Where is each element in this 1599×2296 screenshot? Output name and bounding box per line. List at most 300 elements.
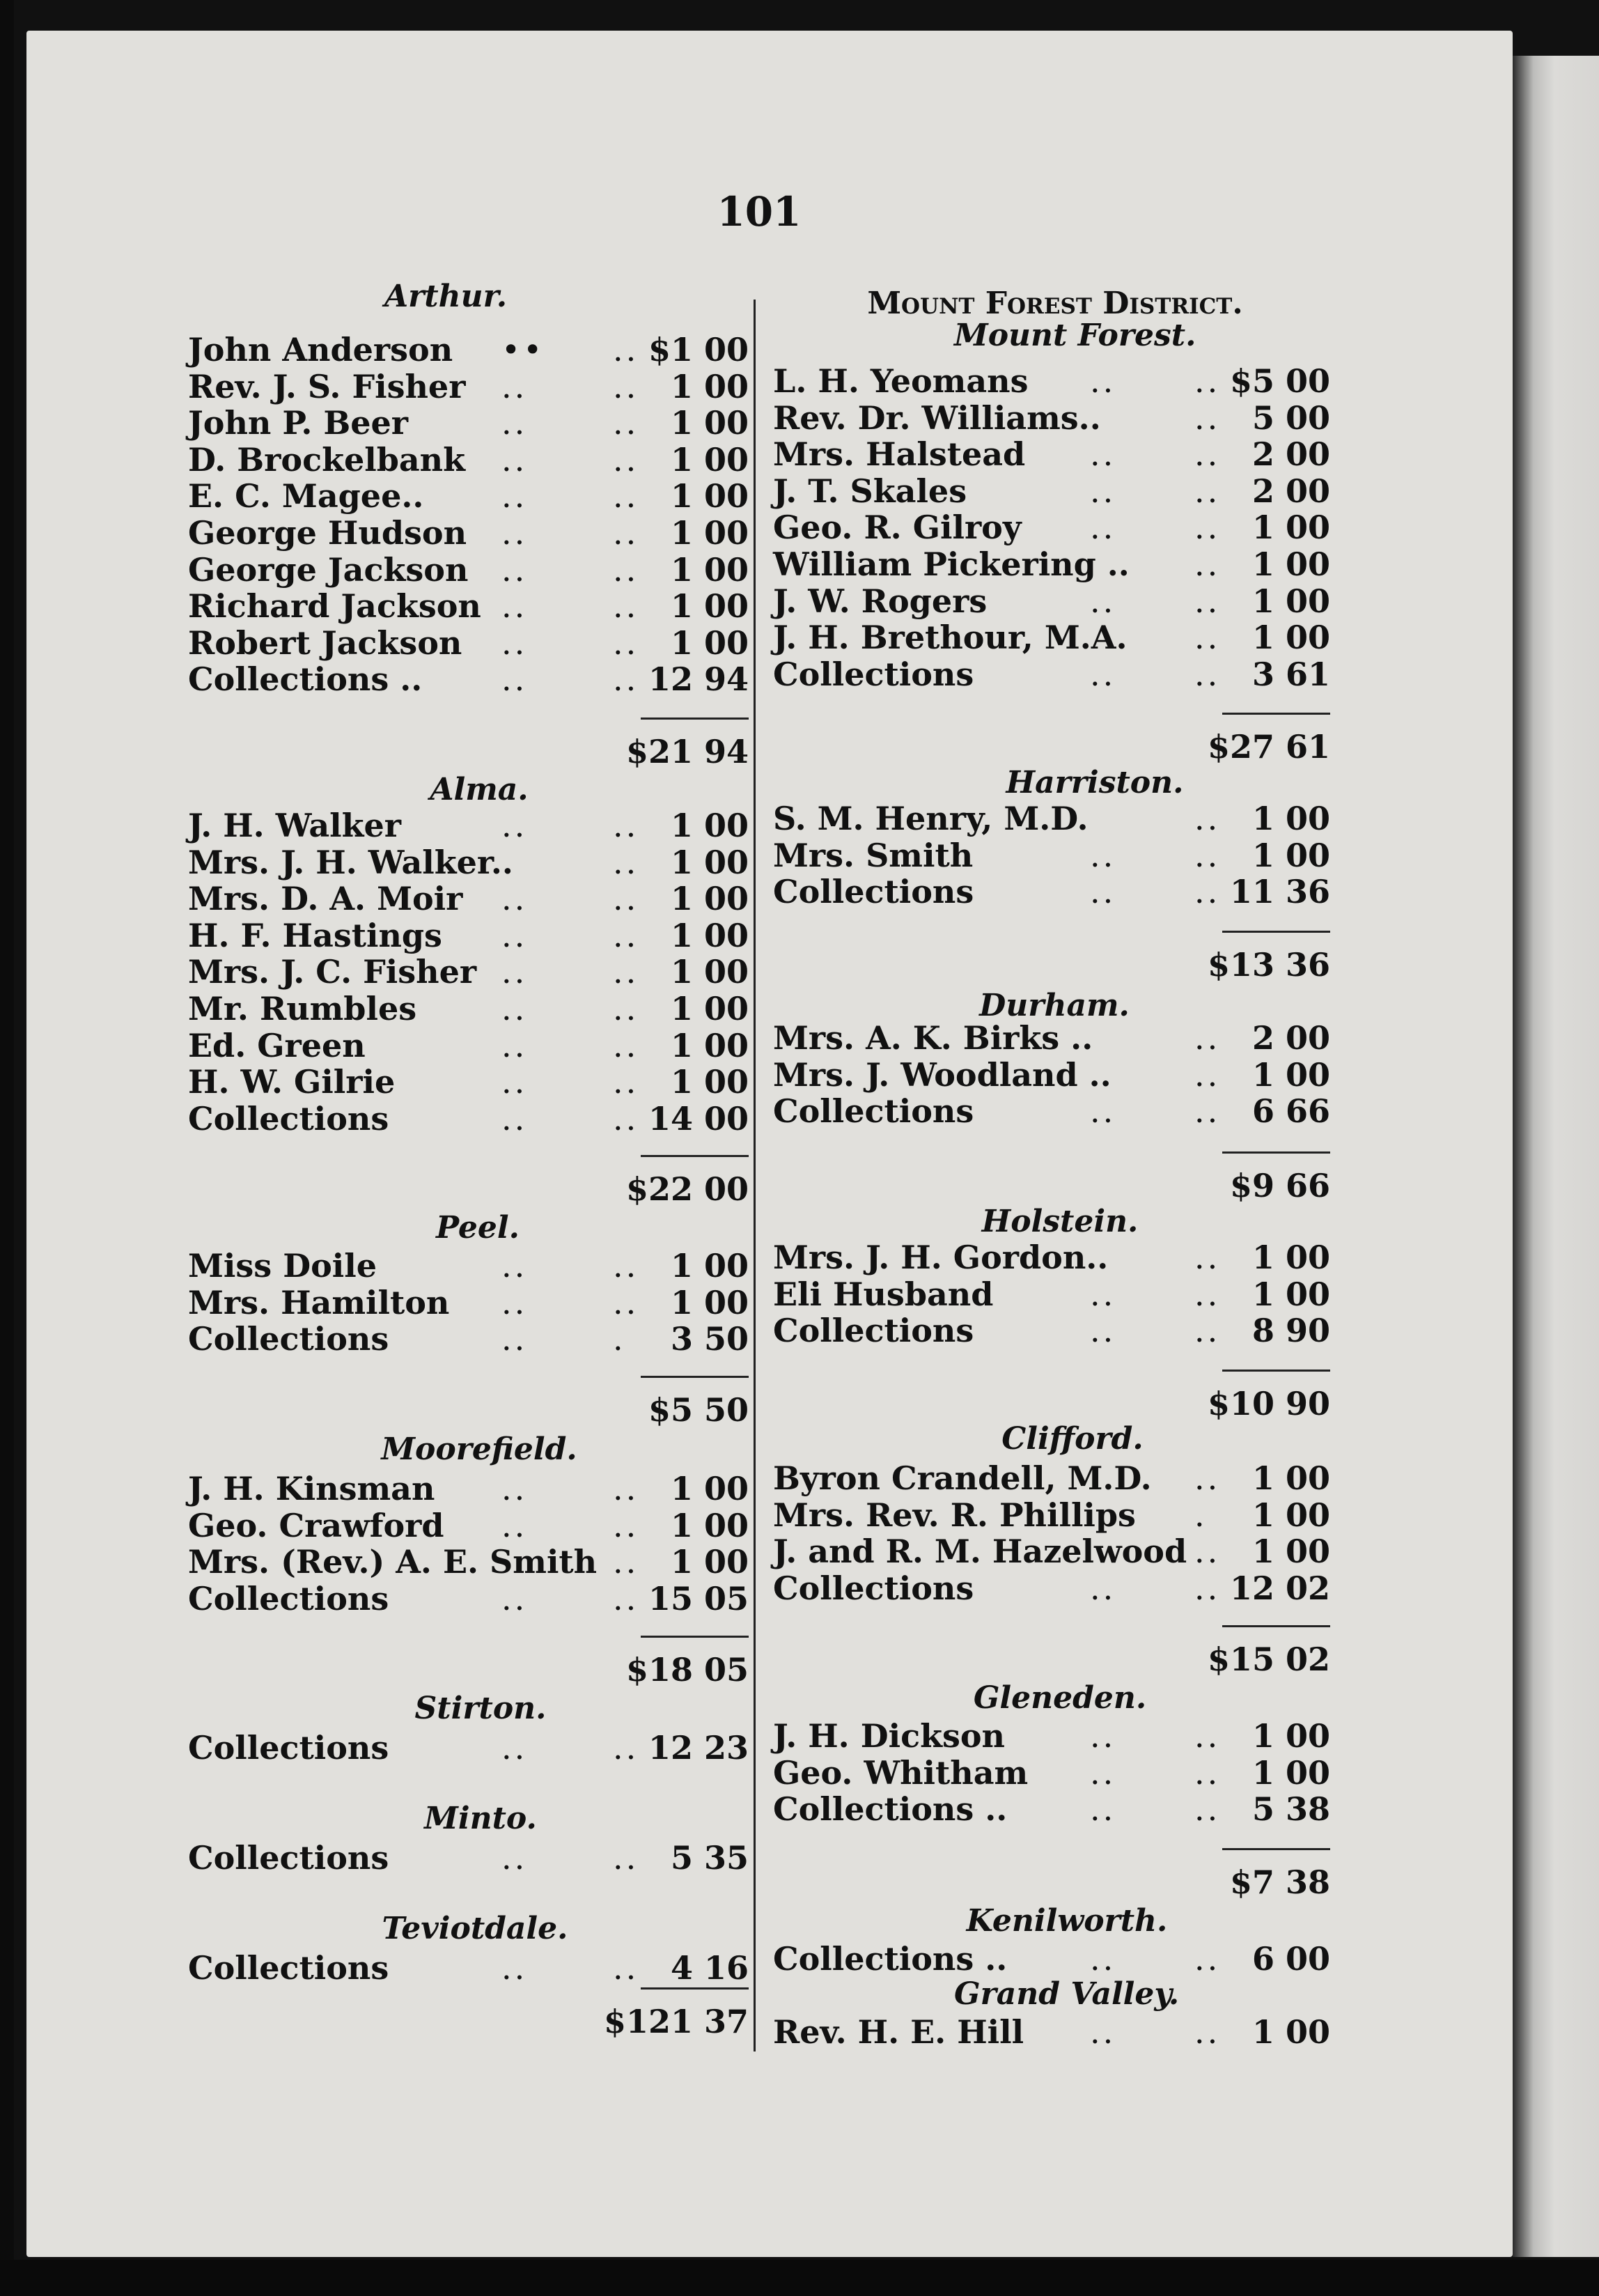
donor-name: Collections — [188, 1729, 389, 1767]
leader-dots: .. — [1194, 1940, 1221, 1978]
donation-amount: 1 00 — [670, 843, 749, 881]
donation-amount: 1 00 — [1251, 509, 1330, 547]
donation-amount: 5 35 — [670, 1839, 749, 1877]
leader-dots: .. — [613, 514, 639, 552]
total-rule — [641, 1636, 749, 1638]
section-total: $5 50 — [648, 1391, 749, 1429]
leader-dots: .. — [1090, 1753, 1116, 1792]
section-total: $7 38 — [1229, 1863, 1330, 1901]
leader-dots: .. — [1090, 362, 1116, 400]
leader-dots: .. — [501, 1506, 528, 1544]
donation-amount: 1 00 — [1251, 1496, 1330, 1534]
donor-row — [773, 1019, 1330, 1055]
donor-row — [188, 1320, 749, 1356]
donor-name: J. H. Walker — [188, 807, 402, 844]
donor-row — [773, 582, 1330, 619]
leader-dots: .. — [1090, 1717, 1116, 1755]
leader-dots: .. — [613, 807, 639, 844]
leader-dots: .. — [501, 916, 528, 954]
donor-name: Collections — [188, 1579, 389, 1618]
leader-dots: .. — [1090, 836, 1116, 874]
donation-amount: 1 00 — [670, 440, 749, 479]
donation-amount: 1 00 — [1251, 545, 1330, 583]
donation-amount: 1 00 — [670, 807, 749, 844]
donation-amount: 4 16 — [670, 1949, 749, 1987]
donor-name: Mrs. A. K. Birks .. — [773, 1019, 1093, 1057]
section-heading: Kenilworth. — [966, 1903, 1168, 1939]
district-heading: Mount Forest District. — [867, 286, 1243, 321]
donor-name: Rev. J. S. Fisher — [188, 367, 466, 405]
donation-amount: 2 00 — [1251, 435, 1330, 474]
donor-name: Mrs. Hamilton — [188, 1283, 450, 1321]
leader-dots: .. — [1194, 1569, 1221, 1607]
donation-amount: 3 50 — [670, 1320, 749, 1358]
donor-name: William Pickering .. — [773, 545, 1130, 583]
donor-name: Collections — [188, 1099, 389, 1138]
leader-dots: .. — [501, 1949, 528, 1987]
section-total: $13 36 — [1207, 946, 1330, 984]
leader-dots: .. — [501, 1470, 528, 1507]
leader-dots: .. — [1194, 1275, 1221, 1313]
donor-row — [773, 1312, 1330, 1348]
leader-dots: .. — [501, 1729, 528, 1767]
donation-amount: 1 00 — [670, 880, 749, 918]
donation-amount: 11 36 — [1229, 873, 1330, 911]
section-total: $21 94 — [625, 733, 749, 770]
leader-dots: .. — [1194, 619, 1221, 657]
donation-amount: 1 00 — [1251, 582, 1330, 620]
section-heading: Moorefield. — [381, 1432, 577, 1467]
donor-name: Mr. Rumbles — [188, 990, 417, 1027]
donor-name: J. H. Brethour, M.A. — [773, 619, 1128, 657]
donor-name: Collections .. — [188, 660, 423, 699]
donation-amount: 1 00 — [670, 990, 749, 1027]
donor-name: J. T. Skales — [773, 472, 967, 510]
donation-amount: 15 05 — [648, 1579, 749, 1618]
donation-amount: 1 00 — [1251, 1239, 1330, 1276]
section-heading: Clifford. — [1001, 1421, 1144, 1457]
donation-amount: 5 38 — [1251, 1790, 1330, 1829]
section-heading: Peel. — [436, 1210, 520, 1246]
leader-dots: .. — [613, 1579, 639, 1618]
donation-amount: 6 00 — [1251, 1940, 1330, 1978]
donor-name: Mrs. J. C. Fisher — [188, 953, 477, 991]
donation-amount: 1 00 — [670, 953, 749, 991]
donor-name: John P. Beer — [188, 404, 409, 442]
leader-dots: .. — [1194, 545, 1221, 583]
leader-dots: .. — [1194, 1459, 1221, 1497]
leader-dots: .. — [1194, 1055, 1221, 1094]
section-heading: Teviotdale. — [382, 1911, 568, 1946]
donor-name: Geo. R. Gilroy — [773, 509, 1022, 547]
donor-name: Rev. H. E. Hill — [773, 2013, 1024, 2051]
donor-name: J. H. Kinsman — [188, 1470, 435, 1507]
donor-name: J. H. Dickson — [773, 1717, 1005, 1755]
donor-name: Collections .. — [773, 1940, 1008, 1978]
donor-row — [188, 1027, 749, 1063]
leader-dots: .. — [613, 1543, 639, 1581]
leader-dots: .. — [1090, 435, 1116, 474]
donor-row — [188, 1507, 749, 1543]
leader-dots: .. — [501, 550, 528, 589]
leader-dots: .. — [501, 404, 528, 442]
leader-dots: .. — [613, 990, 639, 1027]
total-rule — [641, 718, 749, 720]
donor-name: Richard Jackson — [188, 587, 481, 626]
leader-dots: .. — [1090, 472, 1116, 510]
donor-row — [188, 514, 749, 550]
donation-amount: $5 00 — [1229, 362, 1330, 400]
total-rule — [1222, 931, 1330, 933]
donation-amount: 1 00 — [1251, 1055, 1330, 1094]
leader-dots: . — [1194, 1496, 1208, 1534]
donation-amount: 12 02 — [1229, 1569, 1330, 1607]
donation-amount: 1 00 — [670, 916, 749, 954]
leader-dots: •• — [501, 331, 545, 369]
donor-name: Mrs. J. H. Gordon.. — [773, 1239, 1109, 1276]
column-divider — [754, 300, 756, 2051]
leader-dots: .. — [1194, 472, 1221, 510]
leader-dots: .. — [1090, 1092, 1116, 1131]
donor-name: Collections — [773, 1312, 974, 1350]
donor-row — [773, 1940, 1330, 1976]
donation-amount: 12 23 — [648, 1729, 749, 1767]
donor-row — [188, 1949, 749, 1985]
leader-dots: .. — [1090, 509, 1116, 547]
donor-name: Collections — [773, 873, 974, 911]
leader-dots: .. — [613, 550, 639, 589]
leader-dots: .. — [613, 953, 639, 991]
donation-amount: 1 00 — [1251, 1533, 1330, 1571]
leader-dots: .. — [501, 1247, 528, 1285]
donor-row — [188, 953, 749, 989]
leader-dots: .. — [501, 990, 528, 1027]
leader-dots: .. — [1194, 873, 1221, 911]
leader-dots: .. — [1194, 509, 1221, 547]
donor-row — [188, 1247, 749, 1283]
donor-row — [773, 1790, 1330, 1829]
leader-dots: .. — [1194, 1019, 1221, 1057]
leader-dots: .. — [1194, 1790, 1221, 1829]
leader-dots: .. — [613, 880, 639, 918]
leader-dots: .. — [1090, 1790, 1116, 1829]
leader-dots: .. — [1194, 2013, 1221, 2051]
scan-bottom-edge — [0, 2260, 1599, 2296]
total-rule — [1222, 1151, 1330, 1154]
leader-dots: .. — [613, 331, 639, 369]
donation-amount: 1 00 — [670, 1470, 749, 1507]
donor-name: John Anderson — [188, 331, 453, 369]
donor-name: Byron Crandell, M.D. — [773, 1459, 1152, 1497]
total-rule — [1222, 1625, 1330, 1627]
donor-name: D. Brockelbank — [188, 440, 465, 479]
leader-dots: .. — [613, 404, 639, 442]
donor-name: Collections .. — [773, 1790, 1008, 1829]
leader-dots: .. — [1194, 800, 1221, 837]
leader-dots: .. — [613, 1949, 639, 1987]
donor-name: Geo. Crawford — [188, 1506, 444, 1544]
total-rule — [1222, 1848, 1330, 1850]
donor-name: George Hudson — [188, 514, 467, 552]
leader-dots: .. — [501, 953, 528, 991]
donor-row — [773, 1569, 1330, 1606]
donation-amount: 1 00 — [670, 1247, 749, 1285]
total-rule — [1222, 713, 1330, 715]
donation-amount: 1 00 — [670, 404, 749, 442]
leader-dots: .. — [613, 1283, 639, 1321]
leader-dots: .. — [501, 1283, 528, 1321]
donor-row — [188, 441, 749, 477]
leader-dots: .. — [613, 916, 639, 954]
leader-dots: .. — [1090, 1569, 1116, 1607]
donor-row — [773, 837, 1330, 873]
leader-dots: .. — [613, 1026, 639, 1064]
section-heading: Holstein. — [981, 1204, 1139, 1239]
donor-row — [773, 800, 1330, 836]
donor-row — [773, 1754, 1330, 1790]
total-rule — [1222, 1370, 1330, 1372]
donor-name: Ed. Green — [188, 1026, 366, 1064]
leader-dots: .. — [501, 660, 528, 699]
donor-name: Collections — [773, 1092, 974, 1131]
total-rule — [641, 1987, 749, 1989]
donor-row — [773, 1496, 1330, 1533]
donation-amount: 1 00 — [670, 1543, 749, 1581]
donor-row — [773, 656, 1330, 692]
leader-dots: .. — [613, 1063, 639, 1101]
section-total: $27 61 — [1207, 728, 1330, 766]
leader-dots: .. — [501, 1099, 528, 1138]
leader-dots: .. — [1090, 582, 1116, 620]
leader-dots: .. — [501, 1026, 528, 1064]
leader-dots: .. — [1194, 655, 1221, 693]
donation-amount: 6 66 — [1251, 1092, 1330, 1131]
donor-name: Mrs. Rev. R. Phillips — [773, 1496, 1136, 1534]
donor-name: Mrs. Halstead — [773, 435, 1026, 474]
donor-name: Geo. Whitham — [773, 1753, 1029, 1792]
leader-dots: .. — [613, 587, 639, 626]
donation-amount: 1 00 — [670, 514, 749, 552]
leader-dots: .. — [1090, 655, 1116, 693]
donor-row — [773, 1717, 1330, 1753]
donor-row — [188, 1100, 749, 1136]
donation-amount: 1 00 — [1251, 1459, 1330, 1497]
donation-amount: 1 00 — [1251, 1717, 1330, 1755]
leader-dots: . — [613, 1320, 626, 1358]
donor-row — [188, 404, 749, 440]
leader-dots: .. — [613, 1729, 639, 1767]
donor-row — [773, 399, 1330, 435]
donor-row — [188, 368, 749, 404]
donor-row — [773, 1239, 1330, 1275]
donor-row — [188, 477, 749, 513]
donation-amount: 1 00 — [1251, 800, 1330, 837]
donor-row — [773, 1275, 1330, 1312]
donation-amount: 3 61 — [1251, 655, 1330, 693]
leader-dots: .. — [501, 1063, 528, 1101]
donation-amount: 1 00 — [1251, 1753, 1330, 1792]
leader-dots: .. — [613, 1506, 639, 1544]
leader-dots: .. — [501, 1839, 528, 1877]
donor-name: H. W. Gilrie — [188, 1063, 396, 1101]
leader-dots: .. — [501, 440, 528, 479]
leader-dots: .. — [1090, 873, 1116, 911]
donor-row — [773, 619, 1330, 655]
leader-dots: .. — [501, 587, 528, 626]
section-total: $18 05 — [625, 1651, 749, 1689]
donor-name: Mrs. D. A. Moir — [188, 880, 463, 918]
donor-name: Collections — [188, 1320, 389, 1358]
leader-dots: .. — [613, 623, 639, 662]
donation-amount: 1 00 — [1251, 2013, 1330, 2051]
donor-row — [188, 1063, 749, 1099]
leader-dots: .. — [1194, 1092, 1221, 1131]
donor-name: Collections — [773, 655, 974, 693]
section-heading: Durham. — [979, 988, 1130, 1023]
donation-amount: 1 00 — [670, 550, 749, 589]
leader-dots: .. — [613, 1470, 639, 1507]
donation-amount: 5 00 — [1251, 398, 1330, 437]
scan-left-edge — [0, 0, 14, 2296]
donor-name: George Jackson — [188, 550, 469, 589]
section-heading: Arthur. — [384, 279, 508, 314]
section-heading: Stirton. — [414, 1691, 547, 1726]
donor-row — [188, 587, 749, 626]
donor-row — [773, 2013, 1330, 2049]
leader-dots: .. — [613, 1247, 639, 1285]
donor-name: Collections — [188, 1949, 389, 1987]
donor-row — [188, 1543, 749, 1579]
section-heading: Harriston. — [1006, 765, 1184, 800]
section-total: $9 66 — [1229, 1167, 1330, 1204]
donation-amount: 1 00 — [1251, 619, 1330, 657]
section-total: $121 37 — [603, 2003, 749, 2040]
donor-row — [188, 331, 749, 367]
leader-dots: .. — [501, 880, 528, 918]
donor-name: J. and R. M. Hazelwood — [773, 1533, 1187, 1571]
leader-dots: .. — [1194, 398, 1221, 437]
donor-row — [188, 551, 749, 587]
donation-amount: 2 00 — [1251, 472, 1330, 510]
donor-row — [773, 472, 1330, 509]
donor-name: E. C. Magee.. — [188, 477, 424, 515]
donation-amount: $1 00 — [648, 331, 749, 369]
donor-name: Rev. Dr. Williams.. — [773, 398, 1101, 437]
donor-name: Mrs. J. H. Walker.. — [188, 843, 513, 881]
donation-amount: 1 00 — [1251, 1275, 1330, 1313]
donor-row — [773, 873, 1330, 909]
donation-amount: 1 00 — [1251, 836, 1330, 874]
donor-row — [188, 990, 749, 1026]
leader-dots: .. — [613, 367, 639, 405]
donation-amount: 1 00 — [670, 587, 749, 626]
donor-name: Collections — [773, 1569, 974, 1607]
donation-amount: 8 90 — [1251, 1312, 1330, 1350]
leader-dots: .. — [1090, 1275, 1116, 1313]
leader-dots: .. — [1194, 1533, 1221, 1571]
leader-dots: .. — [1194, 435, 1221, 474]
donor-row — [773, 1459, 1330, 1496]
donation-amount: 1 00 — [670, 1063, 749, 1101]
leader-dots: .. — [1194, 362, 1221, 400]
donor-name: H. F. Hastings — [188, 916, 442, 954]
donation-amount: 14 00 — [648, 1099, 749, 1138]
donor-row — [188, 1729, 749, 1765]
leader-dots: .. — [1090, 1312, 1116, 1350]
donor-row — [773, 1533, 1330, 1569]
leader-dots: .. — [501, 807, 528, 844]
leader-dots: .. — [501, 623, 528, 662]
leader-dots: .. — [613, 477, 639, 515]
donation-amount: 2 00 — [1251, 1019, 1330, 1057]
donor-row — [773, 509, 1330, 545]
donor-name: J. W. Rogers — [773, 582, 988, 620]
leader-dots: .. — [613, 843, 639, 881]
donor-row — [773, 545, 1330, 582]
section-heading: Grand Valley. — [954, 1976, 1180, 2012]
donor-name: Mrs. Smith — [773, 836, 974, 874]
leader-dots: .. — [501, 1579, 528, 1618]
donation-amount: 1 00 — [670, 1283, 749, 1321]
donor-row — [188, 917, 749, 953]
leader-dots: .. — [1194, 1312, 1221, 1350]
leader-dots: .. — [613, 440, 639, 479]
leader-dots: .. — [1194, 1239, 1221, 1276]
donor-name: S. M. Henry, M.D. — [773, 800, 1089, 837]
donor-row — [773, 1056, 1330, 1092]
donor-row — [188, 807, 749, 843]
page-number: 101 — [717, 188, 802, 235]
leader-dots: .. — [1194, 582, 1221, 620]
leader-dots: .. — [501, 1320, 528, 1358]
donor-row — [188, 1284, 749, 1320]
donation-amount: 1 00 — [670, 367, 749, 405]
donation-amount: 1 00 — [670, 477, 749, 515]
donor-row — [188, 1839, 749, 1875]
leader-dots: .. — [501, 477, 528, 515]
next-page-edge — [1513, 56, 1599, 2257]
leader-dots: .. — [1194, 836, 1221, 874]
donor-row — [773, 1092, 1330, 1131]
leader-dots: .. — [1194, 1753, 1221, 1792]
donor-row — [188, 624, 749, 660]
donation-amount: 1 00 — [670, 1506, 749, 1544]
section-total: $15 02 — [1207, 1640, 1330, 1678]
total-rule — [641, 1155, 749, 1157]
donation-amount: 1 00 — [670, 1026, 749, 1064]
donation-amount: 1 00 — [670, 623, 749, 662]
section-heading: Alma. — [430, 772, 529, 807]
donor-row — [188, 660, 749, 697]
donor-row — [773, 362, 1330, 398]
total-rule — [641, 1376, 749, 1378]
donor-row — [188, 1470, 749, 1506]
donor-name: Eli Husband — [773, 1275, 994, 1313]
leader-dots: .. — [1090, 2013, 1116, 2051]
leader-dots: .. — [613, 660, 639, 699]
section-total: $10 90 — [1207, 1385, 1330, 1422]
donor-name: Mrs. (Rev.) A. E. Smith — [188, 1543, 598, 1581]
donor-name: Mrs. J. Woodland .. — [773, 1055, 1112, 1094]
section-heading: Minto. — [424, 1801, 537, 1836]
donor-row — [188, 1580, 749, 1616]
leader-dots: .. — [613, 1839, 639, 1877]
donation-amount: 12 94 — [648, 660, 749, 699]
donor-name: Robert Jackson — [188, 623, 462, 662]
donor-name: L. H. Yeomans — [773, 362, 1029, 400]
leader-dots: .. — [1194, 1717, 1221, 1755]
donor-name: Collections — [188, 1839, 389, 1877]
